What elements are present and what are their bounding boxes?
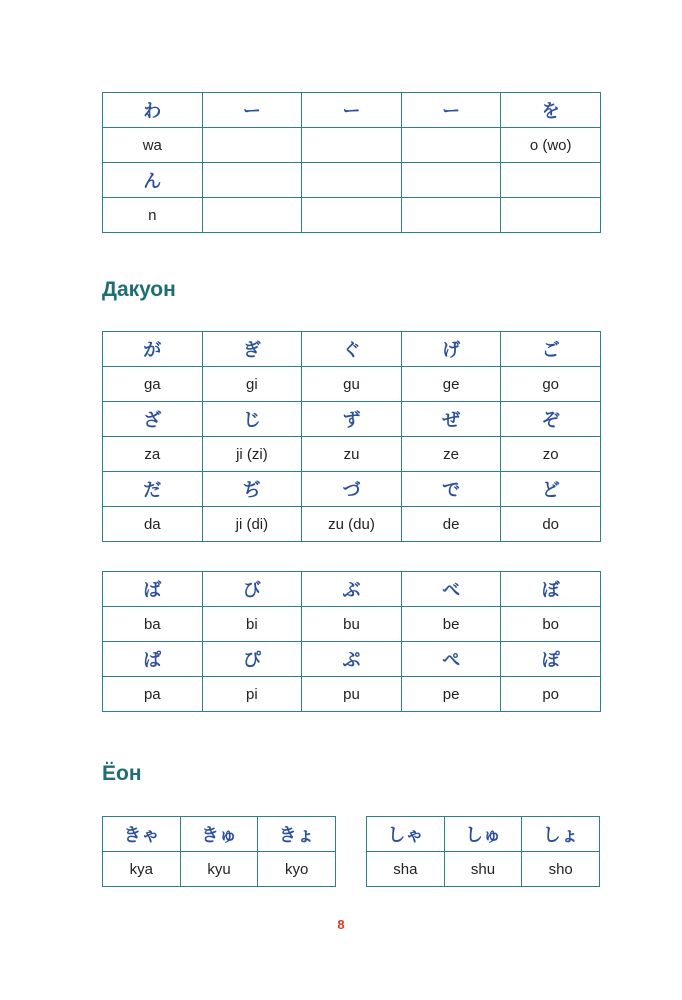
romaji-cell: bu: [302, 607, 402, 642]
kana-row: [103, 402, 601, 437]
kana-cell: ー: [401, 93, 501, 128]
kana-table-dakuon-g-z-d: [102, 331, 601, 542]
romaji-cell: pu: [302, 677, 402, 712]
kana-cell: ぼ: [501, 572, 601, 607]
kana-cell: ぽ: [501, 642, 601, 677]
kana-row: [103, 817, 336, 852]
kana-cell: を: [501, 93, 601, 128]
kana-row: [103, 93, 601, 128]
kana-cell: きゃ: [103, 817, 181, 852]
romaji-cell: gi: [202, 367, 302, 402]
kana-table-dakuon-b-p: [102, 571, 601, 712]
kana-row: [103, 642, 601, 677]
kana-row: [103, 332, 601, 367]
romaji-cell: go: [501, 367, 601, 402]
romaji-cell: ji (di): [202, 507, 302, 542]
kana-row: [103, 572, 601, 607]
romaji-cell: po: [501, 677, 601, 712]
romaji-cell: [401, 198, 501, 233]
kana-cell: ず: [302, 402, 402, 437]
section-heading-yoon: Ёон: [102, 762, 142, 785]
kana-cell: [302, 163, 402, 198]
kana-cell: ば: [103, 572, 203, 607]
kana-cell: べ: [401, 572, 501, 607]
romaji-cell: ga: [103, 367, 203, 402]
romaji-row: [103, 198, 601, 233]
romaji-cell: kyu: [180, 852, 258, 887]
kana-cell: ぐ: [302, 332, 402, 367]
kana-cell: ぎ: [202, 332, 302, 367]
romaji-cell: kya: [103, 852, 181, 887]
page-number: 8: [337, 917, 345, 932]
kana-cell: び: [202, 572, 302, 607]
romaji-cell: sho: [522, 852, 600, 887]
romaji-cell: shu: [444, 852, 522, 887]
kana-cell: ぶ: [302, 572, 402, 607]
romaji-cell: ge: [401, 367, 501, 402]
kana-cell: で: [401, 472, 501, 507]
section-heading-dakuon: Дакуон: [102, 278, 176, 301]
kana-table-yoon-s: [366, 816, 600, 887]
romaji-cell: da: [103, 507, 203, 542]
kana-cell: ど: [501, 472, 601, 507]
kana-cell: ぜ: [401, 402, 501, 437]
romaji-cell: [501, 198, 601, 233]
romaji-cell: [202, 128, 302, 163]
romaji-cell: ze: [401, 437, 501, 472]
kana-table-yoon-k: [102, 816, 336, 887]
kana-cell: ー: [302, 93, 402, 128]
romaji-cell: zu (du): [302, 507, 402, 542]
kana-cell: きゅ: [180, 817, 258, 852]
kana-cell: ー: [202, 93, 302, 128]
romaji-cell: [302, 198, 402, 233]
romaji-cell: zo: [501, 437, 601, 472]
romaji-row: [103, 367, 601, 402]
kana-cell: [501, 163, 601, 198]
romaji-cell: bi: [202, 607, 302, 642]
kana-cell: しゅ: [444, 817, 522, 852]
romaji-cell: [302, 128, 402, 163]
kana-cell: わ: [103, 93, 203, 128]
kana-cell: ん: [103, 163, 203, 198]
romaji-cell: do: [501, 507, 601, 542]
romaji-cell: ba: [103, 607, 203, 642]
kana-cell: しゃ: [367, 817, 445, 852]
kana-cell: げ: [401, 332, 501, 367]
kana-cell: ざ: [103, 402, 203, 437]
romaji-row: [103, 437, 601, 472]
kana-cell: ぢ: [202, 472, 302, 507]
kana-cell: じ: [202, 402, 302, 437]
romaji-row: [103, 852, 336, 887]
kana-table-wa: [102, 92, 601, 233]
romaji-row: [103, 507, 601, 542]
romaji-cell: sha: [367, 852, 445, 887]
romaji-cell: de: [401, 507, 501, 542]
romaji-cell: [401, 128, 501, 163]
kana-cell: ぴ: [202, 642, 302, 677]
kana-cell: ぷ: [302, 642, 402, 677]
romaji-cell: zu: [302, 437, 402, 472]
kana-cell: ぺ: [401, 642, 501, 677]
kana-cell: が: [103, 332, 203, 367]
romaji-cell: kyo: [258, 852, 336, 887]
romaji-row: [367, 852, 600, 887]
romaji-row: [103, 677, 601, 712]
romaji-cell: bo: [501, 607, 601, 642]
romaji-cell: be: [401, 607, 501, 642]
kana-cell: きょ: [258, 817, 336, 852]
romaji-cell: pe: [401, 677, 501, 712]
romaji-cell: wa: [103, 128, 203, 163]
kana-cell: [202, 163, 302, 198]
kana-cell: ぞ: [501, 402, 601, 437]
romaji-cell: gu: [302, 367, 402, 402]
kana-row: [103, 163, 601, 198]
kana-cell: しょ: [522, 817, 600, 852]
kana-cell: [401, 163, 501, 198]
kana-cell: ぱ: [103, 642, 203, 677]
kana-cell: づ: [302, 472, 402, 507]
romaji-row: [103, 607, 601, 642]
romaji-cell: ji (zi): [202, 437, 302, 472]
romaji-cell: pa: [103, 677, 203, 712]
kana-row: [367, 817, 600, 852]
romaji-cell: [202, 198, 302, 233]
kana-row: [103, 472, 601, 507]
romaji-row: [103, 128, 601, 163]
romaji-cell: pi: [202, 677, 302, 712]
romaji-cell: n: [103, 198, 203, 233]
kana-cell: ご: [501, 332, 601, 367]
kana-cell: だ: [103, 472, 203, 507]
romaji-cell: o (wo): [501, 128, 601, 163]
romaji-cell: za: [103, 437, 203, 472]
